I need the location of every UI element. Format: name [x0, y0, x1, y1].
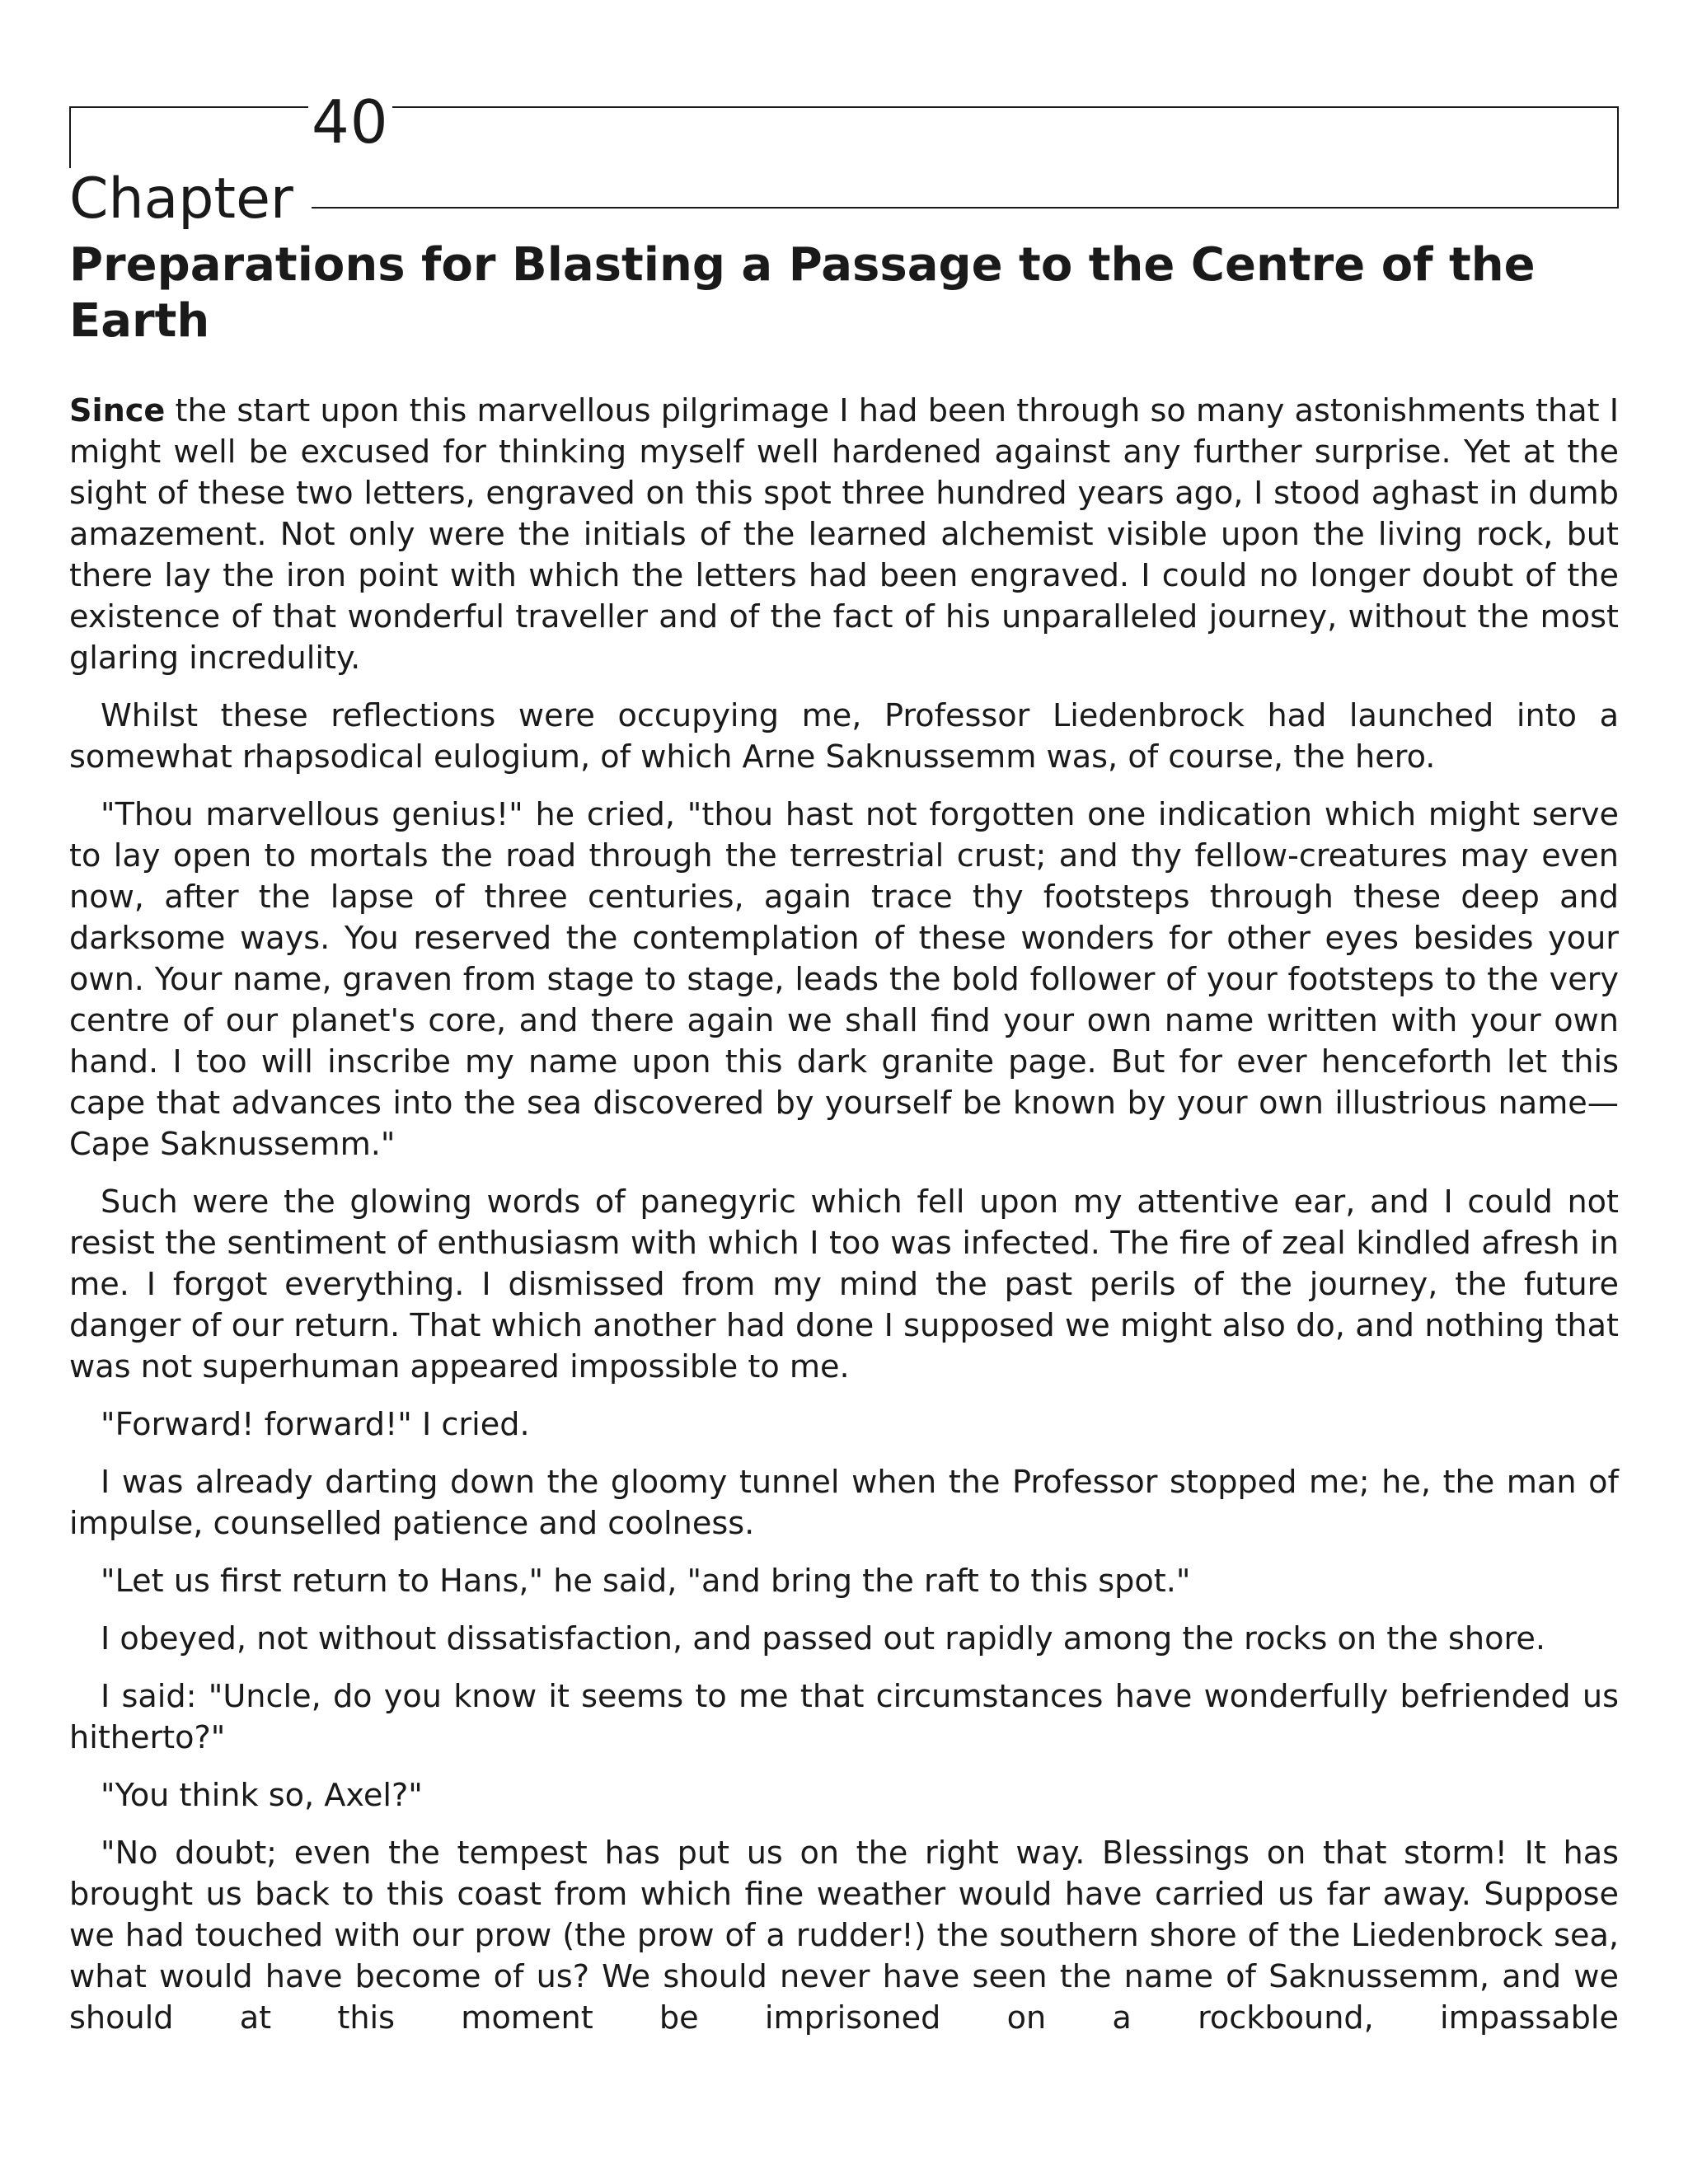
chapter-number: 40: [308, 89, 392, 155]
paragraph: Such were the glowing words of panegyric which fell upon my attentive ear, and I could not resist the sentiment of enthusiasm with which I too was infected. The fire of zeal kindled afresh in me. I forgot everything. I dismissed from my mind the past perils of the journey, the future danger of our return. That which another had done I supposed we might also do, and nothing that was not superhuman appeared impossible to me.: [69, 1184, 1619, 1385]
paragraph: I obeyed, not without dissatisfaction, and passed out rapidly among the rocks on the shore.: [101, 1621, 1545, 1657]
paragraph: "You think so, Axel?": [101, 1778, 423, 1814]
paragraph: "No doubt; even the tempest has put us on the right way. Blessings on that storm! It has brought us back to this coast from which fine weather would have carried us far away. Suppose we had touched with our prow (the prow of a rudder!) the southern shore of the Liedenbrock sea, what would have become of us? We should never have seen the name of Saknussemm, and we should at this moment be imprisoned on a rockbound, impassable: [69, 1835, 1619, 2036]
paragraph: I said: "Uncle, do you know it seems to me that circumstances have wonderfully befriended us hitherto?": [69, 1679, 1619, 1756]
paragraph: Whilst these reflections were occupying me, Professor Liedenbrock had launched into a somewhat rhapsodical eulogium, of which Arne Saknussemm was, of course, the hero.: [69, 698, 1619, 776]
paragraph: "Forward! forward!" I cried.: [101, 1407, 530, 1443]
paragraph-text: the start upon this marvellous pilgrimage I had been through so many astonishments that I might well be excused for thinking myself well hardened against any further surprise. Yet at the sight of these two letters, engraved on this spot three hundred years ago, I stood aghast in dumb amazement. Not only were the initials of the learned alchemist visible upon the living rock, but there lay the iron point with which the letters had been engraved. I could no longer doubt of the existence of that wonderful traveller and of the fact of his unparalleled journey, without the most glaring incredulity.: [69, 393, 1619, 677]
chapter-title: Preparations for Blasting a Passage to the Centre of the Earth: [69, 238, 1536, 348]
paragraph: "Let us first return to Hans," he said, "and bring the raft to this spot.": [101, 1563, 1191, 1600]
paragraph: "Thou marvellous genius!" he cried, "thou hast not forgotten one indication which might serve to lay open to mortals the road through the terrestrial crust; and thy fellow-creatures may even now, after the lapse of three centuries, again trace thy footsteps through these deep and darksome ways. You reserved the contemplation of these wonders for other eyes besides your own. Your name, graven from stage to stage, leads the bold follower of your footsteps to the very centre of our planet's core, and there again we shall find your own name written with your own hand. I too will inscribe my name upon this dark granite page. But for ever henceforth let this cape that advances into the sea discovered by yourself be known by your own illustrious name—Cape Saknussemm.": [69, 797, 1619, 1163]
paragraph: [69, 391, 1619, 679]
paragraph-lead-word: Since: [69, 393, 166, 429]
chapter-header: [69, 79, 1619, 232]
chapter-label: Chapter: [69, 168, 312, 231]
chapter-body: [69, 391, 1619, 2055]
paragraph: I was already darting down the gloomy tunnel when the Professor stopped me; he, the man of impulse, counselled patience and coolness.: [69, 1465, 1619, 1542]
